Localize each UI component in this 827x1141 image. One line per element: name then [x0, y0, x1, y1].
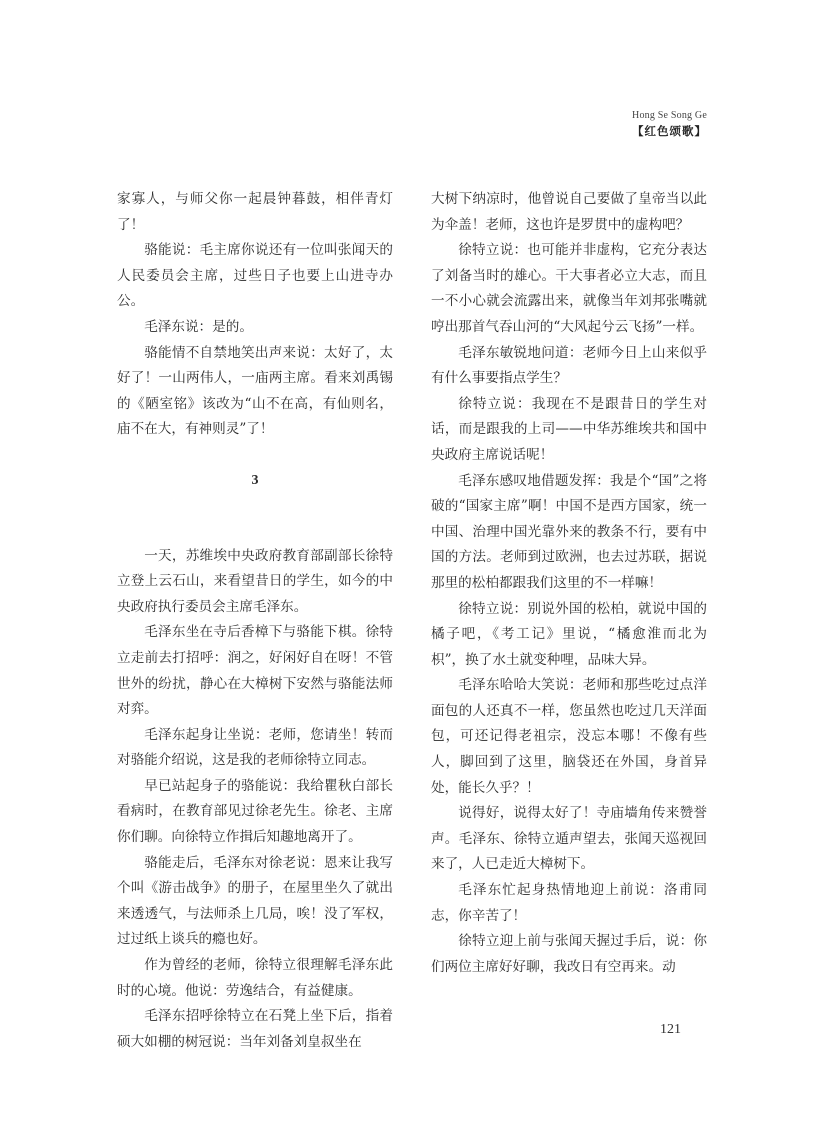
right-column: [431, 187, 707, 980]
paragraph: 徐特立迎上前与张闻天握过手后，说：你们两位主席好好聊，我改日有空再来。动: [431, 933, 707, 975]
paragraph: 毛泽东坐在寺后香樟下与骆能下棋。徐特立走前去打招呼：润之，好闲好自在呀！不管世外的纷扰，静心在大樟树下安然与骆能法师对弈。: [117, 624, 393, 718]
paragraph: 毛泽东敏锐地问道：老师今日上山来似乎有什么事要指点学生？: [431, 344, 707, 387]
paragraph: 一天，苏维埃中央政府教育部副部长徐特立登上云石山，来看望昔日的学生，如今的中央政府执行委员会主席毛泽东。: [117, 547, 393, 615]
paragraph: 早已站起身子的骆能说：我给瞿秋白部长看病时，在教育部见过徐老先生。徐老、主席你们聊。向徐特立作揖后知趣地离开了。: [117, 777, 393, 846]
paragraph: 毛泽东忙起身热情地迎上前说：洛甫同志，你辛苦了！: [431, 882, 707, 924]
paragraph: 毛泽东起身让坐说：老师，您请坐！转而对骆能介绍说，这是我的老师徐特立同志。: [117, 726, 393, 769]
paragraph: 骆能说：毛主席你说还有一位叫张闻天的人民委员会主席，过些日子也要上山进寺办公。: [117, 242, 393, 310]
page-number: 121: [660, 1022, 681, 1037]
left-column: [117, 187, 393, 1055]
paragraph: 说得好，说得太好了！寺庙墙角传来赞誉声。毛泽东、徐特立遁声望去，张闻天巡视回来了，人已走近大樟树下。: [431, 805, 707, 873]
paragraph: 徐特立说：我现在不是跟昔日的学生对话，而是跟我的上司——中华苏维埃共和国中央政府主席说话呢！: [431, 395, 707, 463]
paragraph: 毛泽东说：是的。: [144, 318, 253, 335]
paragraph: 大树下纳凉时，他曾说自己要做了皇帝当以此为伞盖！老师，这也许是罗贯中的虚构吧？: [431, 191, 707, 233]
running-header: [632, 110, 707, 139]
header-section-title: 【红色颂歌】: [632, 124, 707, 138]
header-pinyin: Hong Se Song Ge: [632, 110, 707, 121]
paragraph: 毛泽东招呼徐特立在石凳上坐下后，指着硕大如棚的树冠说：当年刘备刘皇叔坐在: [117, 1008, 393, 1050]
paragraph: 徐特立说：别说外国的松柏，就说中国的橘子吧，《考工记》里说，“橘愈淮而北为枳”，换了水土就变种哩，品味大异。: [431, 600, 707, 668]
paragraph: 骆能情不自禁地笑出声来说：太好了，太好了！一山两伟人，一庙两主席。看来刘禹锡的《陋室铭》该改为“山不在高，有仙则名，庙不在大，有神则灵”了！: [117, 344, 393, 438]
paragraph: 骆能走后，毛泽东对徐老说：恩来让我写个叫《游击战争》的册子，在屋里坐久了就出来透透气，与法师杀上几局，唉！没了军权，过过纸上谈兵的瘾也好。: [117, 854, 393, 948]
paragraph: 家寡人，与师父你一起晨钟暮鼓，相伴青灯了！: [117, 191, 393, 233]
section-number: 3: [251, 472, 259, 488]
paragraph: 毛泽东感叹地借题发挥：我是个“国”之将破的“国家主席”啊！中国不是西方国家，统一中国、治理中国光靠外来的教条不行，要有中国的方法。老师到过欧洲，也去过苏联，据说那里的松柏都跟我们这里的不一样嘛！: [431, 472, 707, 591]
paragraph: 徐特立说：也可能并非虚构，它充分表达了刘备当时的雄心。干大事者必立大志，而且一不小心就会流露出来，就像当年刘邦张嘴就哼出那首气吞山河的“大风起兮云飞扬”一样。: [431, 242, 707, 335]
paragraph: 毛泽东哈哈大笑说：老师和那些吃过点洋面包的人还真不一样，您虽然也吃过几天洋面包，可还记得老祖宗，没忘本哪！不像有些人，脚回到了这里，脑袋还在外国，身首异处，能长久乎？！: [431, 677, 707, 796]
paragraph: 作为曾经的老师，徐特立很理解毛泽东此时的心境。他说：劳逸结合，有益健康。: [117, 957, 393, 999]
